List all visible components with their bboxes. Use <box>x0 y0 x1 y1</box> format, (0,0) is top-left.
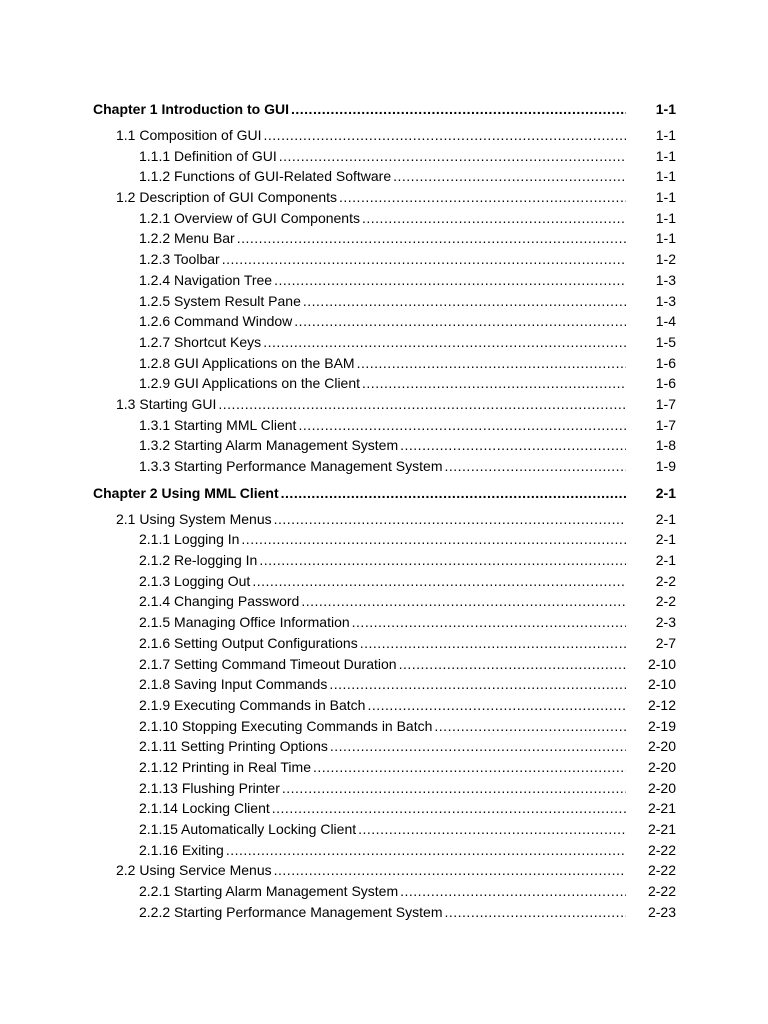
dot-leader <box>301 591 626 612</box>
toc-entry-page: 1-8 <box>655 437 676 454</box>
toc-entry-title: Chapter 1 Introduction to GUI <box>93 101 289 117</box>
toc-entry-title: 1.1.2 Functions of GUI-Related Software <box>139 168 392 185</box>
dot-leader <box>303 291 626 312</box>
toc-entry-title: 1.2.9 GUI Applications on the Client <box>139 375 361 392</box>
toc-chapter-entry[interactable] <box>93 98 676 120</box>
toc-entry-title: 2.2 Using Service Menus <box>116 862 272 879</box>
toc-entry[interactable] <box>93 798 676 819</box>
toc-entry-title: 2.1.9 Executing Commands in Batch <box>139 696 366 713</box>
toc-entry[interactable] <box>93 571 676 592</box>
toc-entry[interactable] <box>93 716 676 737</box>
dot-leader <box>367 695 626 716</box>
toc-entry[interactable] <box>93 550 676 571</box>
toc-entry-page: 2-22 <box>647 883 676 900</box>
toc-entry-page: 1-1 <box>655 147 676 164</box>
toc-entry[interactable] <box>93 633 676 654</box>
dot-leader <box>282 778 626 799</box>
toc-entry-page: 2-20 <box>647 758 676 775</box>
toc-entry[interactable] <box>93 902 676 923</box>
dot-leader <box>362 208 626 229</box>
dot-leader <box>272 798 626 819</box>
dot-leader <box>263 332 626 353</box>
toc-entry-title: 2.1.12 Printing in Real Time <box>139 758 311 775</box>
toc-entry[interactable] <box>93 435 676 456</box>
toc-entry-page: 2-2 <box>655 572 676 589</box>
toc-entry-page: 2-2 <box>655 593 676 610</box>
dot-leader <box>252 571 626 592</box>
dot-leader <box>434 716 626 737</box>
toc-entry[interactable] <box>93 187 676 208</box>
toc-entry[interactable] <box>93 373 676 394</box>
toc-entry-title: Chapter 2 Using MML Client <box>93 484 279 501</box>
toc-entry-title: 2.1.10 Stopping Executing Commands in Batch <box>139 717 433 734</box>
dot-leader <box>237 228 626 249</box>
dot-leader <box>444 902 626 923</box>
toc-entry-title: 1.2.4 Navigation Tree <box>139 271 273 288</box>
toc-entry-page: 1-3 <box>655 292 676 309</box>
toc-entry[interactable] <box>93 456 676 477</box>
toc-entry-title: 1.2.5 System Result Pane <box>139 292 301 309</box>
toc-entry-title: 1.3.2 Starting Alarm Management System <box>139 437 399 454</box>
toc-entry[interactable] <box>93 591 676 612</box>
toc-entry[interactable] <box>93 249 676 270</box>
dot-leader <box>279 146 626 167</box>
toc-entry-title: 1.2.6 Command Window <box>139 313 293 330</box>
toc-entry-title: 2.1.15 Automatically Locking Client <box>139 821 357 837</box>
toc-entry[interactable] <box>93 736 676 757</box>
toc-entry-title: 2.1.6 Setting Output Configurations <box>139 634 358 651</box>
toc-entry-title: 1.1.1 Definition of GUI <box>139 147 277 164</box>
toc-entry-title: 2.1.14 Locking Client <box>139 800 270 817</box>
dot-leader <box>281 482 626 504</box>
toc-entry-title: 1.2.2 Menu Bar <box>139 230 235 247</box>
dot-leader <box>362 373 626 394</box>
toc-entry-title: 2.1 Using System Menus <box>116 510 272 527</box>
toc-entry-title: 1.2 Description of GUI Components <box>116 189 337 206</box>
toc-entry-title: 2.1.16 Exiting <box>139 841 224 858</box>
toc-entry-page: 2-21 <box>647 800 676 817</box>
dot-leader <box>330 736 626 757</box>
toc-entry-page: 1-7 <box>655 395 676 412</box>
toc-entry[interactable] <box>93 394 676 415</box>
toc-entry-page: 1-5 <box>655 333 676 350</box>
toc-entry[interactable] <box>93 415 676 436</box>
dot-leader <box>357 353 626 374</box>
toc-entry-page: 2-3 <box>655 614 676 631</box>
toc-entry[interactable] <box>93 311 676 332</box>
toc-entry-title: 2.1.4 Changing Password <box>139 593 300 610</box>
toc-entry-page: 1-6 <box>655 375 676 392</box>
dot-leader <box>274 860 626 881</box>
dot-leader <box>294 311 626 332</box>
dot-leader <box>400 881 626 902</box>
toc-entry[interactable] <box>93 860 676 881</box>
toc-entry-page: 1-1 <box>655 101 676 117</box>
toc-entry[interactable] <box>93 509 676 530</box>
toc-entry-title: 1.2.8 GUI Applications on the BAM <box>139 354 355 371</box>
dot-leader <box>444 456 626 477</box>
toc-entry[interactable] <box>93 840 676 861</box>
toc-entry-title: 2.1.11 Setting Printing Options <box>139 738 328 755</box>
toc-entry[interactable] <box>93 208 676 229</box>
toc-entry-page: 2-1 <box>655 531 676 548</box>
dot-leader <box>399 654 626 675</box>
toc-entry[interactable] <box>93 529 676 550</box>
toc-entry-page: 2-22 <box>647 862 676 879</box>
toc-entry-page: 2-23 <box>647 903 676 920</box>
toc-entry-title: 2.1.1 Logging In <box>139 531 240 548</box>
toc-entry[interactable] <box>93 291 676 312</box>
toc-entry-page: 1-3 <box>655 271 676 288</box>
toc-entry-page: 1-9 <box>655 458 676 474</box>
dot-leader <box>291 98 626 120</box>
toc-entry-page: 1-1 <box>655 168 676 185</box>
toc-entry-title: 1.1 Composition of GUI <box>116 127 262 143</box>
toc-entry-page: 2-10 <box>647 655 676 672</box>
toc-entry-page: 2-20 <box>647 779 676 796</box>
toc-entry-page: 2-7 <box>655 634 676 651</box>
toc-entry[interactable] <box>93 353 676 374</box>
toc-entry-page: 2-10 <box>647 676 676 693</box>
toc-entry-title: 1.3.3 Starting Performance Management System <box>139 458 443 474</box>
toc-entry[interactable] <box>93 166 676 187</box>
dot-leader <box>274 509 626 530</box>
dot-leader <box>222 249 626 270</box>
toc-entry[interactable] <box>93 654 676 675</box>
toc-entry-title: 2.1.7 Setting Command Timeout Duration <box>139 655 397 672</box>
toc-entry-title: 1.2.1 Overview of GUI Components <box>139 209 360 226</box>
toc-entry-title: 2.1.2 Re-logging In <box>139 552 258 569</box>
toc-entry-page: 2-1 <box>655 552 676 569</box>
toc-entry[interactable] <box>93 674 676 695</box>
toc-entry[interactable] <box>93 757 676 778</box>
dot-leader <box>400 435 626 456</box>
toc-entry-title: 1.3 Starting GUI <box>116 395 217 412</box>
toc-entry-title: 2.1.8 Saving Input Commands <box>139 676 328 693</box>
dot-leader <box>241 529 626 550</box>
toc-entry-page: 1-6 <box>655 354 676 371</box>
dot-leader <box>352 612 626 633</box>
toc-entry-page: 2-12 <box>647 696 676 713</box>
toc-entry-title: 2.2.1 Starting Alarm Management System <box>139 883 399 900</box>
toc-entry-page: 2-19 <box>647 717 676 734</box>
dot-leader <box>313 757 626 778</box>
dot-leader <box>226 840 626 861</box>
toc-entry[interactable] <box>93 228 676 249</box>
toc-entry[interactable] <box>93 332 676 353</box>
dot-leader <box>339 187 626 208</box>
dot-leader <box>274 270 626 291</box>
toc-entry-page: 1-1 <box>655 189 676 206</box>
toc-entry[interactable] <box>93 819 676 840</box>
toc-entry-page: 2-1 <box>655 484 676 501</box>
toc-entry-page: 2-20 <box>647 738 676 755</box>
toc-entry-page: 2-1 <box>655 510 676 527</box>
table-of-contents <box>93 98 676 922</box>
toc-entry[interactable] <box>93 612 676 633</box>
toc-entry-page: 1-7 <box>655 416 676 433</box>
toc-entry-page: 1-1 <box>655 209 676 226</box>
toc-entry[interactable] <box>93 881 676 902</box>
toc-entry[interactable] <box>93 270 676 291</box>
dot-leader <box>393 166 626 187</box>
toc-entry[interactable] <box>93 695 676 716</box>
dot-leader <box>358 819 626 840</box>
toc-chapter-entry[interactable] <box>93 482 676 504</box>
toc-entry-title: 2.1.5 Managing Office Information <box>139 614 350 631</box>
dot-leader <box>298 415 626 436</box>
toc-entry-page: 1-4 <box>655 313 676 330</box>
toc-entry-page: 1-2 <box>655 251 676 268</box>
toc-entry-title: 1.2.7 Shortcut Keys <box>139 333 262 350</box>
toc-entry[interactable] <box>93 125 676 146</box>
dot-leader <box>360 633 626 654</box>
toc-entry-page: 1-1 <box>655 230 676 247</box>
dot-leader <box>264 125 626 146</box>
toc-entry-page: 2-21 <box>647 821 676 837</box>
dot-leader <box>259 550 626 571</box>
dot-leader <box>218 394 626 415</box>
toc-entry-page: 2-22 <box>647 841 676 858</box>
toc-entry-title: 2.1.13 Flushing Printer <box>139 779 280 796</box>
dot-leader <box>329 674 626 695</box>
toc-entry-title: 1.3.1 Starting MML Client <box>139 416 297 433</box>
toc-entry-page: 1-1 <box>655 127 676 143</box>
toc-entry[interactable] <box>93 146 676 167</box>
toc-entry-title: 2.2.2 Starting Performance Management System <box>139 903 443 920</box>
toc-entry-title: 2.1.3 Logging Out <box>139 572 251 589</box>
toc-entry[interactable] <box>93 778 676 799</box>
toc-entry-title: 1.2.3 Toolbar <box>139 251 220 268</box>
